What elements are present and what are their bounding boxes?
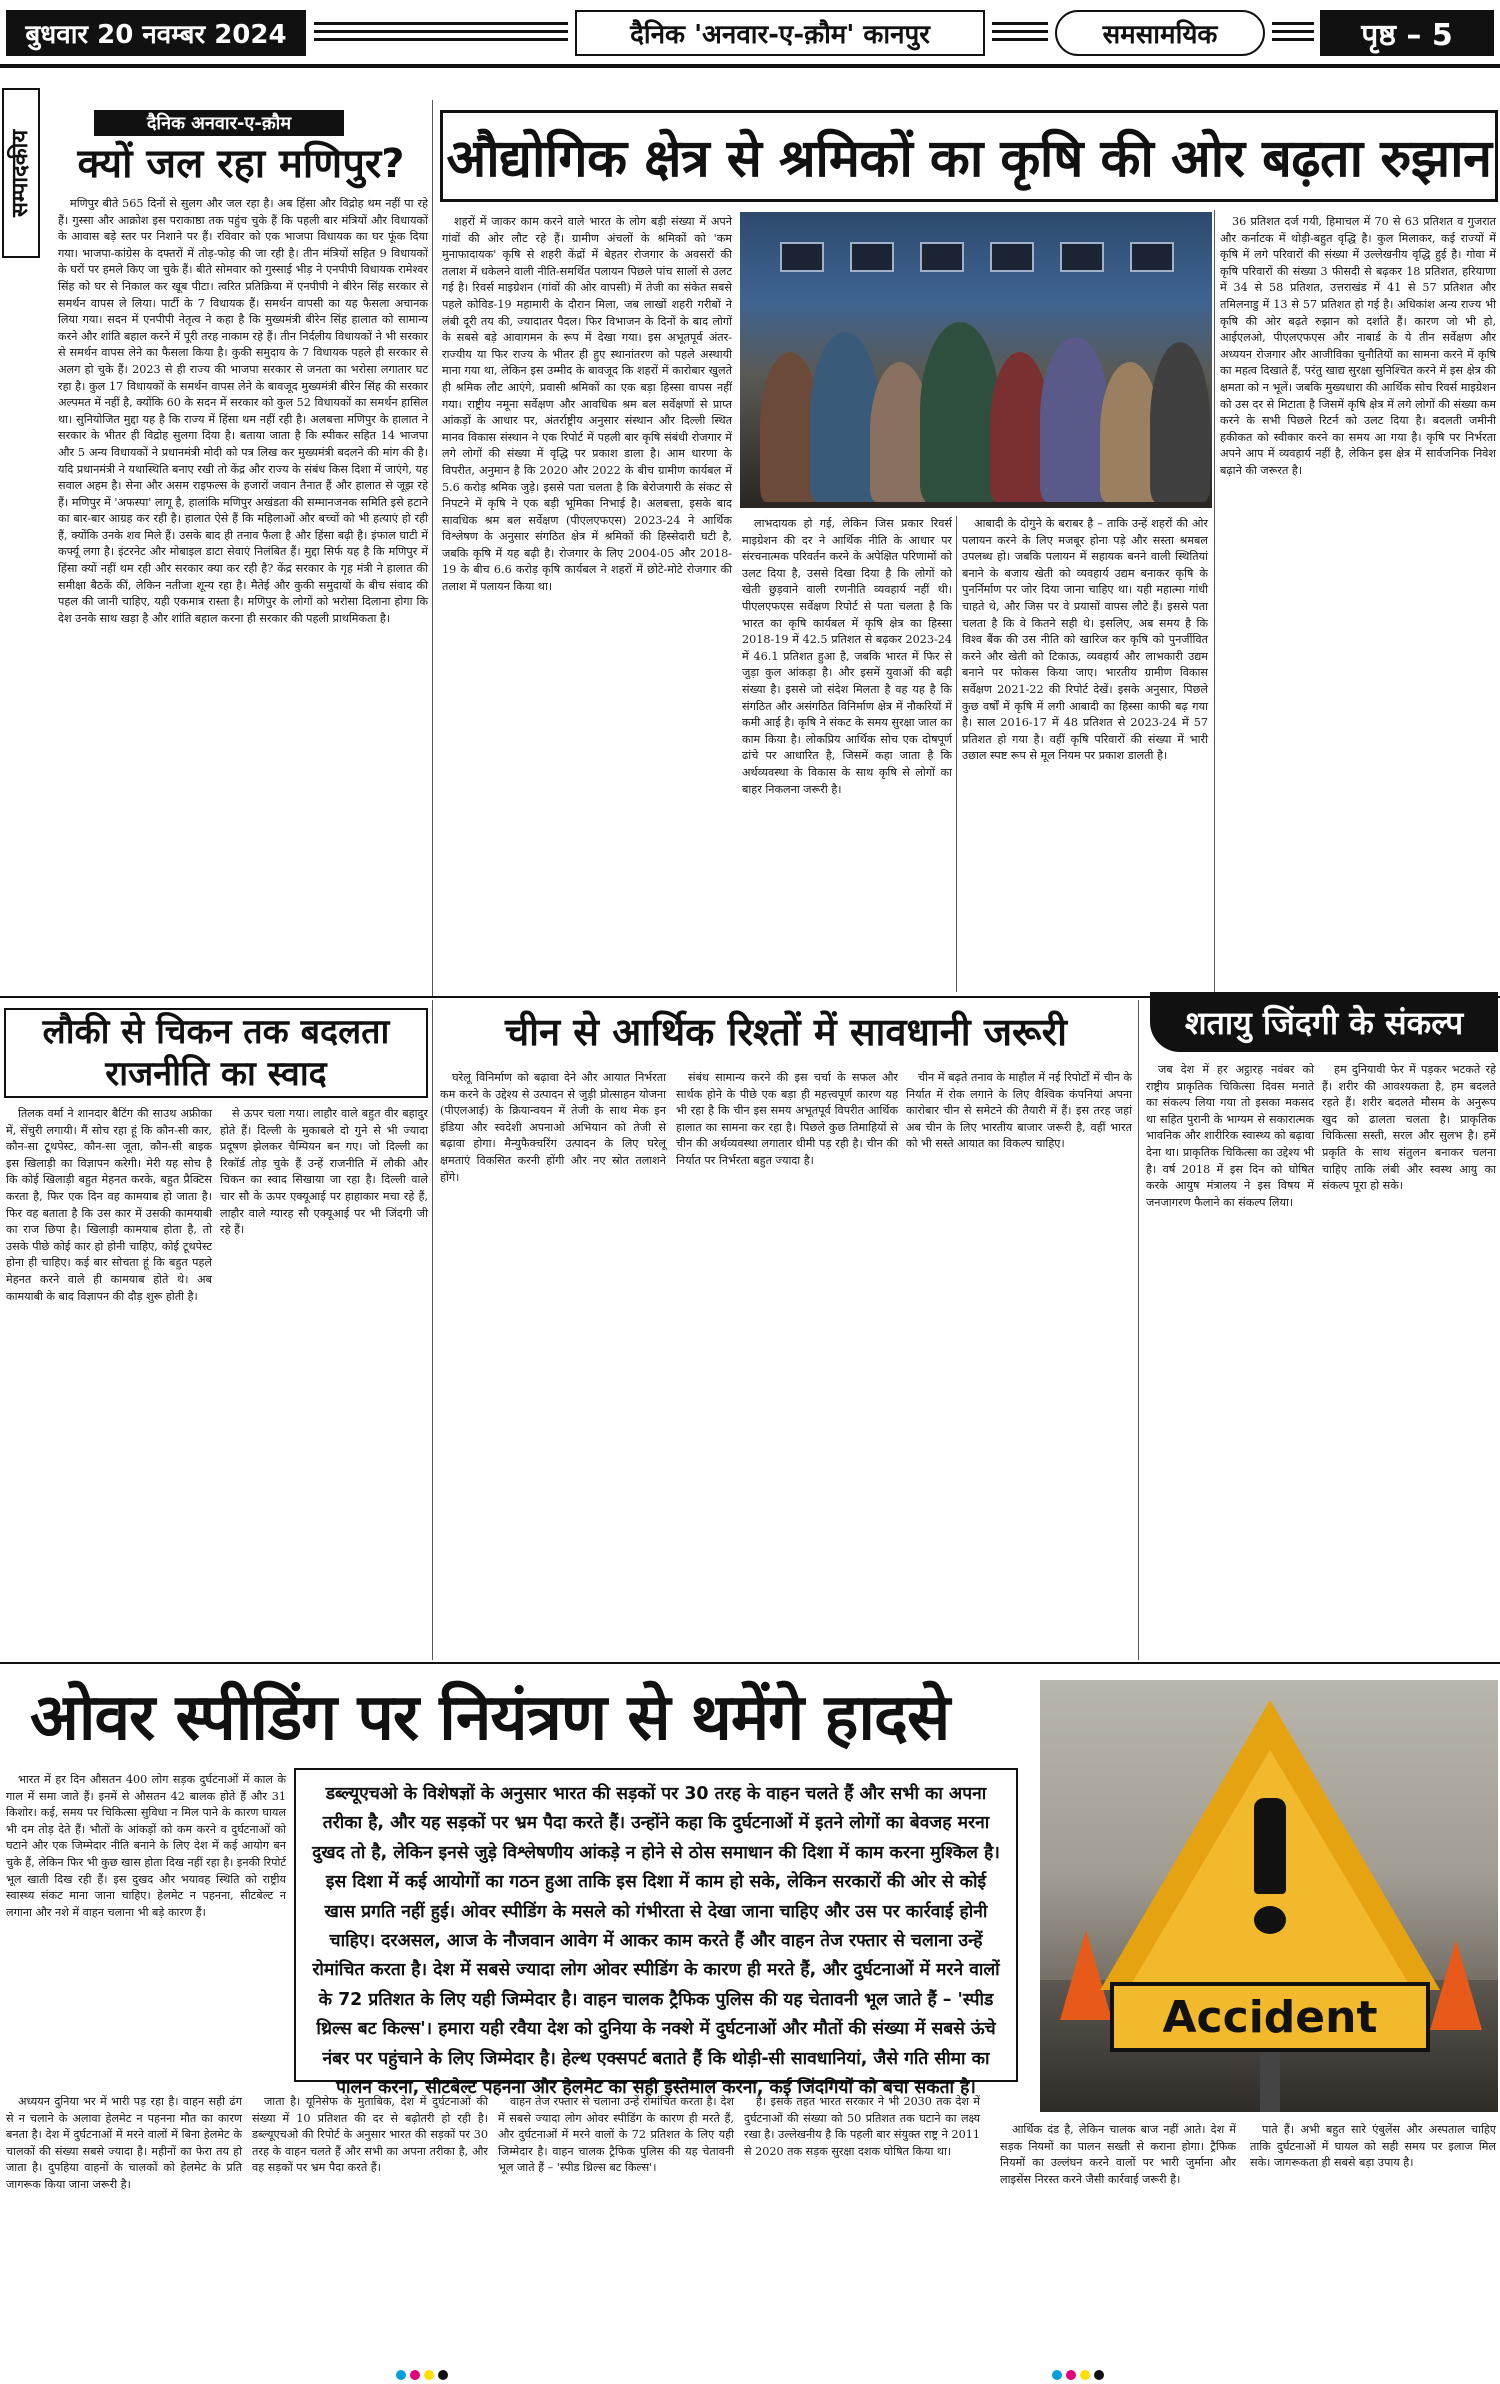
crowd-figure — [920, 322, 1000, 502]
exclamation-icon — [1254, 1798, 1286, 1894]
china-headline: चीन से आर्थिक रिश्तों में सावधानी जरूरी — [505, 1010, 1067, 1054]
overspeed-bottom-col-3: वाहन तेज रफ्तार से चलाना उन्हें रोमांचित करता है। देश में सबसे ज्यादा लोग ओवर स्पीडिंग के कारण ही मरते हैं, और दुर्घटनाओं में मरने वालों के 72 प्रतिशत के लिए यही जिम्मेदार है। वाहन चालक ट्रैफिक पुलिस की यह चेतावनी भूल जाते हैं – 'स्पीड थ्रिल्स बट किल्स'। — [498, 2095, 734, 2175]
china-col-3: चीन में बढ़ते तनाव के माहौल में नई रिपोर्टों में चीन के निर्यात में रोक लगाने के लिए वैश्विक कंपनियां अपना कारोबार चीन से समेटने की तैयारी में हैं। इस तरह जहां अब चीन के लिए भारतीय बाजार जरूरी है, वहीं भारत को भी सस्ते आयात का विकल्प चाहिए। — [906, 1071, 1132, 1151]
lead-col-2: लाभदायक हो गई, लेकिन जिस प्रकार रिवर्स माइग्रेशन की दर ने आर्थिक नीति के आधार पर संरचनात्मक परिवर्तन करने के अपेक्षित परिणामों को उलट दिया है, उससे दिखा दिया है कि लोगों को खेती छुड़वाने वाली रणनीति व्यवहार्य नहीं थी। पीएलएफएस सर्वेक्षण रिपोर्ट से पता चलता है कि भारत का कृषि कार्यबल में कृषि क्षेत्र का हिस्सा 2018-19 में 42.5 प्रतिशत से बढ़कर 2023-24 में 46.1 प्रतिशत हुआ है, जबकि भारत में फिर से जुड़ा कुल आंकड़ा है। और इसमें युवाओं की बढ़ी संख्या है। इससे जो संदेश मिलता है वह यह है कि संगठित और असंगठित विनिर्माण क्षेत्र में नौकरियों में कमी आई है। कृषि ने संकट के समय सुरक्षा जाल का काम किया है। लोकप्रिय आर्थिक सोच एक दोषपूर्ण ढांचे पर आधारित है, जिसमें कहा जाता है कि अर्थव्यवस्था के विकास के साथ कृषि से लोगों का बाहर निकलना जरूरी है। — [742, 517, 952, 796]
satire-col-2: से ऊपर चला गया। लाहौर वाले बहुत वीर बहादुर होते हैं। दिल्ली के मुकाबले दो गुने से भी ज्यादा प्रदूषण झेलकर चैम्पियन बन गए। जो दिल्ली का रिकॉर्ड तोड़ चुके हैं उन्हें राजनीति में लौकी और चिकन का स्वाद सिखाया जा रहा है। दिल्ली वाले चार सौ के ऊपर एक्यूआई पर हाहाकार मचा रहे हैं, लाहौर वाले ग्यारह सौ एक्यूआई पर भी जिंदगी जी रहे हैं। — [220, 1107, 428, 1237]
train-window — [920, 242, 964, 272]
issue-date: बुधवार 20 नवम्बर 2024 — [6, 10, 306, 56]
satire-headline-box — [4, 1008, 428, 1098]
migrant-workers-train-photo — [740, 212, 1212, 508]
registration-dot — [1066, 2370, 1076, 2380]
overspeed-headline: ओवर स्पीडिंग पर नियंत्रण से थमेंगे हादसे — [30, 1681, 950, 1755]
editorial-body: मणिपुर बीते 565 दिनों से सुलग और जल रहा है। अब हिंसा और विद्रोह थम नहीं पा रहे हैं। गुस्सा और आक्रोश इस पराकाष्ठा तक पहुंच चुके हैं कि पहली बार मंत्रियों और विधायकों के आवास बड़े स्तर पर निशाने पर हैं। रविवार को एक भाजपा विधायक का घर फूंक दिया गया। भाजपा-कांग्रेस के दफ्तरों में तोड़-फोड़ की जा रही है। तीन मंत्रियों सहित 9 विधायकों के घरों पर हमले किए जा चुके हैं। बीते सोमवार को गुस्साई भीड़ ने एनपीपी विधायक रामेश्वर सिंह को घर से निकाल कर खूब पीटा। त्वरित प्रतिक्रिया में एनपीपी ने बीरेन सिंह सरकार से समर्थन वापस ले लिया। पार्टी के 7 विधायक हैं। समर्थन वापसी का यह फैसला अचानक लिया गया। सदन में एनपीपी नेतृत्व ने कहा है कि मुख्यमंत्री बीरेन सिंह हालात को सामान्य करने और शांति बहाल करने में पूरी तरह नाकाम रहे हैं। तीन निर्दलीय विधायकों ने भी सरकार से समर्थन वापस लेने का फैसला किया है। कुकी समुदाय के 7 विधायक पहले ही सरकार से अलग हो चुके हैं। 2023 से ही राज्य की भाजपा सरकार से जनता का भरोसा लगातार घट रहा है। कुल 17 विधायकों के समर्थन वापस लेने के बावजूद मुख्यमंत्री बीरेन सिंह की सरकार अल्पमत में नहीं है, क्योंकि 60 के सदन में सरकार को कुल 52 विधायकों का समर्थन हासिल था। सुनियोजित मुद्दा यह है कि राज्य में हिंसा थम नहीं रही है। अलबत्ता मणिपुर के हालात ने सरकार के भीतर ही विद्रोह सुलगा दिया है। बताया जाता है कि स्पीकर सहित 14 भाजपा और 5 अन्य विधायकों ने प्रधानमंत्री मोदी को पत्र लिख कर मुख्यमंत्री बदलने की मांग की है। यदि प्रधानमंत्री ने यथास्थिति बनाए रखी तो केंद्र और राज्य के संबंध किस दिशा में जाएंगे, यह सवाल अहम है। सेना और असम राइफल्स के हजारों जवान तैनात हैं और हालात से जूझ रहे हैं। मणिपुर में 'अफस्पा' लागू है, हालांकि मणिपुर अखंडता की सम्मानजनक समिति इसे हटाने का बार-बार आग्रह कर रही है। हालात ऐसे हैं कि महिलाओं और बच्चों को भी हत्याएं हो रही हैं, क्योंकि उनके शव मिले हैं। उसके बाद ही तनाव फैला है और हिंसा बढ़ी है। इंफाल घाटी में कर्फ्यू लगा है। इंटरनेट और मोबाइल डाटा सेवाएं निलंबित हैं। मुद्दा सिर्फ यह है कि मणिपुर में हिंसा क्यों नहीं थम रही और सरकार क्या कर रही है? केंद्र सरकार के गृह मंत्री ने हालात की समीक्षा बैठकें कीं, लेकिन नतीजा शून्य रहा है। मैतेई और कुकी समुदायों के बीच संवाद की पहल की जानी चाहिए, यही एकमात्र रास्ता है। मणिपुर के लोगों को भरोसा दिलाना होगा कि देश उनके साथ खड़ा है और शांति बहाल करना ही सरकार की पहली प्राथमिकता है। — [58, 197, 428, 625]
train-window — [1130, 242, 1174, 272]
overspeed-callout: डब्ल्यूएचओ के विशेषज्ञों के अनुसार भारत की सड़कों पर 30 तरह के वाहन चलते हैं और सभी का अपना तरीका है, और यह सड़कों पर भ्रम पैदा करते हैं। उन्होंने कहा कि दुर्घटनाओं में इतने लोगों का बेवजह मरना दुखद तो है, लेकिन इनसे जुड़े विश्लेषणीय आंकड़े न होने से ठोस समाधान की दिशा में काम करना मुश्किल है। इस दिशा में कई आयोगों का गठन हुआ ताकि इस दिशा में काम हो सके, लेकिन सरकारों की ओर से कोई खास प्रगति नहीं हुई। ओवर स्पीडिंग के मसले को गंभीरता से देखा जाना चाहिए और उस पर कार्रवाई होनी चाहिए। दरअसल, आज के नौजवान आवेग में आकर काम करते हैं और वाहन तेज रफ्तार से चलाना उन्हें रोमांचित करता है। देश में सबसे ज्यादा लोग ओवर स्पीडिंग के कारण ही मरते हैं, और दुर्घटनाओं में मरने वालों के 72 प्रतिशत के लिए यही जिम्मेदार है। वाहन चालक ट्रैफिक पुलिस की यह चेतावनी भूल जाते हैं – 'स्पीड थ्रिल्स बट किल्स'। हमारा यही रवैया देश को दुनिया के नक्शे में दुर्घटनाओं और मौतों की संख्या में सबसे ऊंचे नंबर पर पहुंचाने के लिए जिम्मेदार है। हेल्थ एक्सपर्ट बताते हैं कि थोड़ी-सी सावधानियां, जैसे गति सीमा का पालन करना, सीटबेल्ट पहनना और हेलमेट का सही इस्तेमाल करना, कई जिंदगियों को बचा सकता है। — [294, 1768, 1018, 2082]
satire-headline-line1: लौकी से चिकन तक बदलता — [42, 1012, 390, 1052]
column-rule — [432, 1000, 433, 1660]
sign-post — [1260, 2052, 1280, 2112]
editorial-slug: दैनिक अनवार-ए-क़ौम — [94, 110, 344, 136]
editorial-headline: क्यों जल रहा मणिपुर? — [77, 141, 405, 187]
column-rule — [956, 516, 957, 992]
overspeed-bottom-col-2: जाता है। यूनिसेफ के मुताबिक, देश में दुर्घटनाओं की संख्या में 10 प्रतिशत की दर से बढ़ोतरी हो रही है। डब्ल्यूएचओ की रिपोर्ट के अनुसार भारत की सड़कों पर 30 तरह के वाहन चलते हैं और सभी का अपना तरीका है, और वह सड़कों पर भ्रम पैदा करते हैं। — [252, 2095, 488, 2175]
editorial-side-label: सम्पादकीय — [2, 88, 40, 258]
crowd-figure — [1150, 342, 1210, 502]
accident-sign-plate: Accident — [1110, 1982, 1430, 2052]
paper-name: दैनिक 'अनवार-ए-क़ौम' कानपुर — [575, 10, 985, 56]
column-rule — [432, 100, 433, 996]
lead-col-3: आबादी के दोगुने के बराबर है – ताकि उन्हें शहरों की ओर पलायन करने के लिए मजबूर होना पड़े और सस्ता श्रमबल उपलब्ध हो। जबकि पलायन में सहायक बनने वाली स्थितियां बनाने के बजाय खेती को व्यवहार्य उद्यम बनाकर कृषि के पुनर्निर्माण पर जोर दिया जाना चाहिए था। यही महात्मा गांधी चाहते थे, और जिस पर वे प्रयासों वापस लौटे हैं। इससे पता चलता है कि वे कितने सही थे। इसलिए, अब समय है कि विश्व बैंक की उस नीति को खारिज कर कृषि को पुनर्जीवित करने और खेती को टिकाऊ, व्यवहार्य और लाभकारी उद्यम बनाने पर फोकस किया जाए। भारतीय ग्रामीण विकास सर्वेक्षण 2021-22 की रिपोर्ट देखें। इसके अनुसार, पिछले कुछ वर्षों में कृषि में लगी आबादी का हिस्सा काफी बढ़ गया है। साल 2016-17 में 48 प्रतिशत से 2023-24 में 57 प्रतिशत हो गया है। वहीं कृषि परिवारों की संख्या में भारी उछाल स्पष्ट रूप से मूल नियम पर प्रकाश डालती है। — [962, 517, 1208, 763]
overspeed-bottom-col-4: है। इसके तहत भारत सरकार ने भी 2030 तक देश में दुर्घटनाओं की संख्या को 50 प्रतिशत तक घटाने का लक्ष्य रखा है। उल्लेखनीय है कि पहली बार संयुक्त राष्ट्र ने 2011 से 2020 तक सड़क सुरक्षा दशक घोषित किया था। — [744, 2095, 980, 2158]
satire-headline-line2: राजनीति का स्वाद — [105, 1054, 327, 1094]
section-name: समसामयिक — [1055, 10, 1265, 56]
masthead — [0, 0, 1500, 68]
lead-col-1: शहरों में जाकर काम करने वाले भारत के लोग बड़ी संख्या में अपने गांवों की ओर लौट रहे हैं। ग्रामीण अंचलों के श्रमिकों को 'कम मुनाफादायक' कृषि से शहरी केंद्रों में बेहतर रोजगार के अवसरों की तलाश में धकेलने वाली नीति-समर्थित पलायन पिछले पांच सालों से उलट गई है। रिवर्स माइग्रेशन (गांवों की ओर वापसी) में तेजी का संकेत सबसे पहले कोविड-19 महामारी के दौरान मिला, जब लाखों शहरी गरीबों ने लंबी दूरी तय की, ज्यादातर पैदल। फिर विभाजन के दिनों के बाद लोगों के सबसे बड़े आवागमन के रूप में देखा गया। इस अभूतपूर्व अंतर-राज्यीय या फिर राज्य के भीतर ही हुए स्थानांतरण को पहले अस्थायी माना गया था, लेकिन इस उम्मीद के बावजूद कि शहरों में कारोबार खुलते ही श्रमिक लौट आएंगे, प्रवासी श्रमिकों का एक बड़ा हिस्सा वापस नहीं गया। राष्ट्रीय नमूना सर्वेक्षण और आवधिक श्रम बल सर्वेक्षणों से प्राप्त आंकड़ों के आधार पर, अंतर्राष्ट्रीय अनुसार संस्थान और दिल्ली स्थित मानव विकास संस्थान ने एक रिपोर्ट में पहली बार कृषि संबंधी रोजगार में लगे लोगों की संख्या में वृद्धि पर प्रकाश डाला है। आम धारणा के विपरीत, अनुमान है कि 2020 और 2022 के बीच ग्रामीण कार्यबल में 5.6 करोड़ श्रमिक जुड़े। इससे पता चलता है कि बेरोजगारी के संकट से निपटने में कृषि ने एक बड़ी भूमिका निभाई है। अलबत्ता, इसके बाद सावधिक श्रम बल सर्वेक्षण (पीएलएफएस) 2023-24 ने आर्थिक विश्लेषण के अनुसार संगठित क्षेत्र में श्रमिकों की हिस्सेदारी घटी है, जबकि कृषि में यह बढ़ी है। रोजगार के लिए 2004-05 और 2018-19 के बीच 6.6 करोड़ कृषि कार्यबल ने शहरों में छोटे-मोटे रोजगार की तलाश में पलायन किया था। — [442, 215, 732, 594]
satire-col-1: तिलक वर्मा ने शानदार बैटिंग की साउथ अफ्रीका में, सेंचुरी लगायी। मैं सोच रहा हूं कि कौन-सी कार, कौन-सा टूथपेस्ट, कौन-सा जूता, कौन-सी बाइक इस खिलाड़ी का विज्ञापन करेगी। मेरी यह सोच है कि कोई खिलाड़ी बहुत मेहनत करके, बहुत प्रैक्टिस करता है, फिर एक दिन वह कामयाब हो जाता है। फिर वह बताता है कि उस कार में उसकी कामयाबी का राज छिपा है। खिलाड़ी कामयाब होता है, तो उसके पीछे कोई कार हो होनी चाहिए, कोई टूथपेस्ट होना ही चाहिए। कई बार सोचता हूं कि बहुत पहले मेहनत करने वाले ही कामयाब होते थे। अब कामयाबी के बाद विज्ञापन की दौड़ शुरू होती है। — [6, 1107, 212, 1303]
train-window — [990, 242, 1034, 272]
page-number: पृष्ठ – 5 — [1320, 10, 1494, 56]
accident-sign-photo — [1040, 1680, 1498, 2112]
train-window — [780, 242, 824, 272]
overspeed-bottom-col-6: पाते हैं। अभी बहुत सारे एंबुलेंस और अस्पताल चाहिए ताकि दुर्घटनाओं में घायल को सही समय पर इलाज मिल सके। जागरूकता ही सबसे बड़ा उपाय है। — [1250, 2123, 1496, 2170]
health-col-1: जब देश में हर अट्ठारह नवंबर को राष्ट्रीय प्राकृतिक चिकित्सा दिवस मनाते का संकल्प लिया गया तो इसका मकसद था सहित पुरानी के भाग्यम से सकारात्मक भावनिक और शारीरिक स्वास्थ्य को बढ़ावा देना था। प्राकृतिक चिकित्सा का उद्देश्य भी है। वर्ष 2018 में इस दिन को घोषित करके आयुष मंत्रालय ने इस विषय में जनजागरण फैलाने का संकल्प लिया। — [1146, 1063, 1314, 1209]
registration-dot — [424, 2370, 434, 2380]
section-rule — [0, 1662, 1500, 1664]
train-window — [1060, 242, 1104, 272]
masthead-rule-left — [314, 22, 568, 44]
exclamation-dot — [1254, 1906, 1286, 1934]
china-col-1: घरेलू विनिर्माण को बढ़ावा देने और आयात निर्भरता कम करने के उद्देश्य से उत्पादन से जुड़ी प्रोत्साहन योजना (पीएलआई) के क्रियान्वयन में तेजी के साथ मेक इन इंडिया और स्वदेशी अपनाओ अभियान को तेजी से बढ़ावा होगा। मैन्युफैक्चरिंग उत्पादन के लिए घरेलू क्षमताएं विकसित करनी होंगी और नए स्रोत तलाशने होंगे। — [440, 1071, 666, 1184]
registration-dot — [1094, 2370, 1104, 2380]
registration-dot — [410, 2370, 420, 2380]
train-window — [850, 242, 894, 272]
registration-dot — [438, 2370, 448, 2380]
masthead-rule-right — [1272, 22, 1314, 44]
registration-dot — [1052, 2370, 1062, 2380]
column-rule — [1138, 1000, 1139, 1660]
china-col-2: संबंध सामान्य करने की इस चर्चा के सफल और सार्थक होने के पीछे एक बड़ा ही महत्त्वपूर्ण कारण यह भी रहा है कि चीन इस समय अभूतपूर्व विपरीत आर्थिक हालात का सामना कर रहा है। पिछले कुछ तिमाहियों से चीन की अर्थव्यवस्था लगातार धीमी पड़ रही है। चीन की निर्यात पर निर्भरता बहुत ज्यादा है। — [676, 1071, 898, 1167]
print-registration-marks — [0, 2366, 1500, 2384]
registration-dot — [396, 2370, 406, 2380]
lead-headline: औद्योगिक क्षेत्र से श्रमिकों का कृषि की ओर बढ़ता रुझान — [446, 128, 1492, 189]
lead-col-4: 36 प्रतिशत दर्ज गयी, हिमाचल में 70 से 63 प्रतिशत व गुजरात और कर्नाटक में थोड़ी-बहुत वृद्धि है। कुल मिलाकर, कई राज्यों में कृषि में लगे परिवारों की संख्या में उल्लेखनीय वृद्धि हुई है। गोवा में कृषि परिवारों की संख्या 3 फीसदी से बढ़कर 18 प्रतिशत, हरियाणा में 34 से 58 प्रतिशत, उत्तराखंड में 41 से 57 प्रतिशत और तमिलनाडु में 13 से 57 प्रतिशत हो गई है। अधिकांश अन्य राज्य भी कृषि की ओर बढ़ते रुझान को दर्शाते हैं। कारण जो भी हो, आईएलओ, पीएलएफएस और नाबार्ड के ये तीन सर्वेक्षण और अध्ययन रोजगार और आजीविका चुनौतियों का सामना करने में कृषि का महत्व दिखाते हैं, परंतु खाद्य सुरक्षा सुनिश्चित करने में इस क्षेत्र की क्षमता को न भूलें। जबकि मुख्यधारा की आर्थिक सोच रिवर्स माइग्रेशन को उस दर से मिटाता है जिसमें कृषि क्षेत्र में लगे लोगों की संख्या कम करने के सभी पिछले रिटर्न को उलट दिया है। बदलती जमीनी हकीकत को स्वीकार करने का समय आ गया है। कृषि पर निर्भरता अपने आप में व्यवहार्य नहीं है, लेकिन इस क्षेत्र में सार्वजनिक निवेश बढ़ाने की जरूरत है। — [1220, 215, 1496, 477]
overspeed-left-col: भारत में हर दिन औसतन 400 लोग सड़क दुर्घटनाओं में काल के गाल में समा जाते हैं। इनमें से औसतन 42 बालक होते हैं और 31 किशोर। कई, समय पर चिकित्सा सुविधा न मिल पाने के कारण घायल भी दम तोड़ देते हैं। भौतों के आंकड़ों को कम करने व दुर्घटनाओं को घटाने और एक जिम्मेदार नीति बनाने के लिए देश में कई आयोग बन चुके हैं, लेकिन फिर भी कुछ खास होता दिख नहीं रहा है। इनकी रिपोर्ट भूल खाती दिख रही हैं। इस दुखद और भयावह स्थिति को राष्ट्रीय स्वास्थ्य संकट माना जाना चाहिए। हेलमेट न पहनना, सीटबेल्ट न लगाना और नशे में वाहन चलाना भी बड़े कारण हैं। — [6, 1773, 286, 1919]
health-col-2: हम दुनियावी फेर में पड़कर भटकते रहे हैं। शरीर की आवश्यकता है, हम बदलते रहते हैं। शरीर बदलते मौसम के अनुरूप खुद को ढालता चलता है। प्राकृतिक चिकित्सा सस्ती, सरल और सुलभ है। हमें प्रकृति के साथ संतुलन बनाकर चलना चाहिए ताकि लंबी और स्वस्थ आयु का संकल्प पूरा हो सके। — [1322, 1063, 1496, 1193]
masthead-rule-mid — [992, 22, 1048, 44]
overspeed-bottom-col-5: आर्थिक दंड है, लेकिन चालक बाज नहीं आते। देश में सड़क नियमों का पालन सख्ती से कराना होगा। ट्रैफिक नियमों का उल्लंघन करने वालों पर भारी जुर्माना और लाइसेंस निरस्त करने जैसी कार्रवाई जरूरी है। — [1000, 2123, 1236, 2186]
lead-headline-box — [440, 110, 1498, 202]
column-rule — [1214, 210, 1215, 992]
health-headline: शतायु जिंदगी के संकल्प — [1150, 992, 1498, 1052]
registration-dot — [1080, 2370, 1090, 2380]
overspeed-bottom-col-1: अध्ययन दुनिया भर में भारी पड़ रहा है। वाहन सही ढंग से न चलाने के अलावा हेलमेट न पहनना मौत का कारण बनता है। देश में दुर्घटनाओं में मरने वालों में बिना हेलमेट के चालकों की संख्या सबसे ज्यादा है। महीनों का फेरा तय हो जाता है। दुपहिया वाहनों के चालकों को हेलमेट के प्रति जागरूक किया जाना जरूरी है। — [6, 2095, 242, 2191]
